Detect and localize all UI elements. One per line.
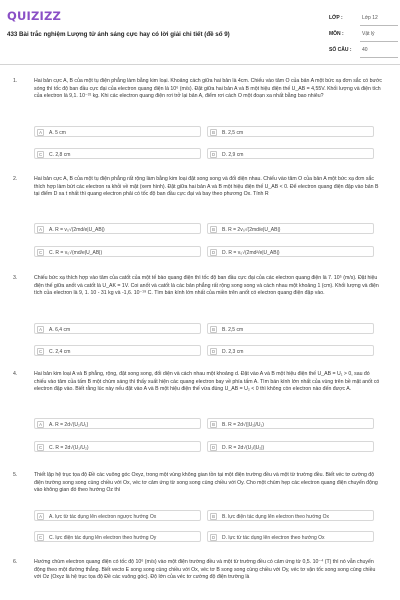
- answer-option-b[interactable]: [207, 418, 374, 429]
- answer-option-c[interactable]: [34, 531, 201, 542]
- option-text: C. R = v₀√(md/e|U_AB|): [49, 249, 103, 256]
- header-divider: [0, 64, 400, 65]
- meta-underline: [360, 25, 398, 26]
- option-text: B. R = 2v₀√(2md/e|U_AB|): [222, 226, 281, 233]
- meta-row-question-count: [326, 46, 398, 58]
- answer-option-c[interactable]: [34, 345, 201, 356]
- question-number: 1.: [13, 78, 18, 84]
- option-text: A. 6,4 cm: [49, 326, 71, 333]
- option-letter-box: B: [210, 513, 217, 520]
- answer-option-b[interactable]: [207, 323, 374, 334]
- meta-label: MÔN :: [329, 31, 344, 37]
- question-text: Hai bản cực A, B của một tụ điện phẳng rất rộng làm bằng kim loại đặt song song và đối diện nhau. Chiếu vào tâm O của bản A một bức xạ đơn sắc thích hợp làm bứt các electron ra khỏi về mặt (xem hình). Đặt giữa hai bản A và B một hiệu điện thế U_AB < 0. Để electron quang điện đập vào bản B tại điểm D xa t nhất thì quang electron phải có tốc độ ban đầu cực đại và bay theo phương Ox. Tính R: [34, 176, 379, 198]
- option-text: C. 2,8 cm: [49, 151, 71, 158]
- option-letter-box: C: [38, 349, 43, 354]
- option-text: A. lực từ tác dụng lên electron ngược hướng Ox: [49, 513, 157, 520]
- question-text: Thiết lập hệ trục tọa độ Đề các vuông góc Oxyz, trong một vùng không gian tồn tại một điện trường đều và một từ trường đều. Biết véc tơ cường độ điện trường song song cùng chiều với Ox, véc tơ cảm ứng từ song song cùng chiều với Oy. Cho một chùm hẹp các electron quang điện chuyển động vào không gian đó theo hướng Oz thì: [34, 472, 378, 494]
- question-text: Hai bản kim loại A và B phẳng, rộng, đặt song song, đối diện và cách nhau một khoảng d. Đặt vào A và B một hiệu điện thế U_AB = U₁ > 0, sau đó chiếu vào tâm của tấm B một chùm sáng thì thấy xuất hiện các quang electron bay về phía tấm A. Tìm bán kính lớn nhất của vùng trên bề mặt anốt có electron đập vào. Biết rằng lúc này nếu đặt vào A và B một hiệu điện thế vừa đúng U_AB = U₂ < 0 thì không còn electron nào đến được A.: [34, 371, 380, 393]
- question-number: 4.: [13, 371, 18, 377]
- option-letter-box: A: [37, 421, 44, 428]
- answer-option-b[interactable]: [207, 223, 374, 234]
- meta-underline: [360, 41, 398, 42]
- answer-option-a[interactable]: [34, 126, 201, 137]
- option-letter-box: C: [38, 250, 43, 255]
- answer-option-a[interactable]: [34, 323, 201, 334]
- answer-option-a[interactable]: [34, 418, 201, 429]
- option-letter-box: A: [37, 513, 44, 520]
- meta-underline: [360, 57, 398, 58]
- option-text: D. R = 2d√(U₁/|U₂|): [222, 444, 265, 451]
- option-letter-box: B: [210, 326, 217, 333]
- meta-label: LỚP :: [329, 15, 343, 21]
- option-text: D. R = v₀√(2md²/e|U_AB|): [222, 249, 280, 256]
- answer-option-b[interactable]: [207, 510, 374, 521]
- document-title: 433 Bài trắc nghiệm Lượng tử ánh sáng cực hay có lời giải chi tiết (đề số 9): [7, 31, 230, 38]
- question-number: 2.: [13, 176, 18, 182]
- option-text: B. 2,5 cm: [222, 129, 244, 136]
- answer-option-c[interactable]: [34, 246, 201, 257]
- option-letter-box: C: [38, 535, 43, 540]
- option-text: C. 2,4 cm: [49, 348, 71, 355]
- question-text: Hai bản cực A, B của một tụ điện phẳng làm bằng kim loại. Khoảng cách giữa hai bản là 4cm. Chiếu vào tâm O của bản A một bức xạ đơn sắc có bước sóng thì tốc độ ban đầu cực đại của electron quang điện là 10⁶ (m/s). Đặt giữa hai bản A và B một hiệu điện thế U_AB = 4,55V. Khối lượng và điện tích của electron là 9,1. 10⁻³¹ kg. Khi các electron quang điện rơi trở lại bản A, điểm rơi cách O một đoạn xa nhất bằng bao nhiêu?: [34, 78, 382, 100]
- option-text: C. R = 2d√(U₁/U₂): [49, 444, 89, 451]
- answer-option-b[interactable]: [207, 126, 374, 137]
- question-text: Chiếu bức xạ thích hợp vào tâm của catốt của một tế bào quang điện thì tốc độ ban đầu cực đại của các electron quang điện là 7. 10⁵ (m/s). Đặt hiệu điện thế giữa anốt và catốt là U_AK = 1V. Coi anốt và catốt là các bản phẳng rất rộng song song và cách nhau một khoảng 1 (cm). Khối lượng và điện tích của electron là 9, 1. 10 - 31 kg và -1,6. 10⁻¹⁹ C. Tìm bán kính lớn nhất của miền trên anốt có electron quang điện đập vào.: [34, 275, 379, 297]
- option-text: A. R = 2d√(U₂/U₁): [49, 421, 89, 428]
- option-letter-box: A: [37, 326, 44, 333]
- quizizz-logo: QUIZIZZ: [7, 9, 62, 23]
- meta-panel: [326, 14, 398, 58]
- option-letter-box: D: [211, 152, 216, 157]
- option-letter-box: D: [211, 250, 216, 255]
- option-text: D. 2,9 cm: [222, 151, 244, 158]
- answer-option-d[interactable]: [207, 441, 374, 452]
- option-letter-box: D: [211, 349, 216, 354]
- option-text: D. 2,3 cm: [222, 348, 244, 355]
- option-text: A. 5 cm: [49, 129, 66, 136]
- meta-row-class: [326, 14, 398, 26]
- meta-value: 40: [362, 47, 368, 53]
- meta-row-subject: [326, 30, 398, 42]
- page-header: [0, 0, 400, 68]
- answer-option-d[interactable]: [207, 345, 374, 356]
- option-text: B. lực điện tác dụng lên electron theo hướng Ox: [222, 513, 329, 520]
- option-text: D. lực từ tác dụng lên electron theo hướng Ox: [222, 534, 325, 541]
- answer-option-c[interactable]: [34, 441, 201, 452]
- answer-option-c[interactable]: [34, 148, 201, 159]
- question-number: 6.: [13, 559, 18, 565]
- answer-option-a[interactable]: [34, 510, 201, 521]
- meta-label: SỐ CÂU :: [329, 47, 352, 53]
- option-letter-box: D: [211, 535, 216, 540]
- question-text: Hướng chùm electron quang điện có tốc độ 10⁶ (m/s) vào một điện trường đều và một từ trường đều có cảm ứng từ 0,5. 10⁻⁴ (T) thì nó vẫn chuyển động theo một đường thẳng. Biết vecto E song song cùng chiều với Ox, véc tơ B song song cùng chiều với Oy, véc tơ vận tốc song song cùng chiều với Oz (Oxyz là hệ trục tọa độ Đề các vuông góc). Độ lớn của véc tơ cường độ điện trường là: [34, 559, 376, 581]
- option-text: A. R = v₀√(2md/e|U_AB|): [49, 226, 105, 233]
- question-number: 5.: [13, 472, 18, 478]
- meta-value: Vật lý: [362, 31, 375, 37]
- option-letter-box: C: [38, 152, 43, 157]
- option-letter-box: A: [37, 226, 44, 233]
- question-number: 3.: [13, 275, 18, 281]
- answer-option-d[interactable]: [207, 531, 374, 542]
- option-letter-box: B: [210, 421, 217, 428]
- meta-value: Lớp 12: [362, 15, 378, 21]
- option-letter-box: B: [210, 129, 217, 136]
- option-letter-box: B: [210, 226, 217, 233]
- option-letter-box: A: [37, 129, 44, 136]
- option-letter-box: C: [38, 445, 43, 450]
- answer-option-d[interactable]: [207, 148, 374, 159]
- option-text: C. lực điện tác dụng lên electron theo hướng Oy: [49, 534, 157, 541]
- answer-option-d[interactable]: [207, 246, 374, 257]
- answer-option-a[interactable]: [34, 223, 201, 234]
- option-letter-box: D: [211, 445, 216, 450]
- option-text: B. R = 2d√(|U₂|/U₁): [222, 421, 264, 428]
- option-text: B. 2,5 cm: [222, 326, 244, 333]
